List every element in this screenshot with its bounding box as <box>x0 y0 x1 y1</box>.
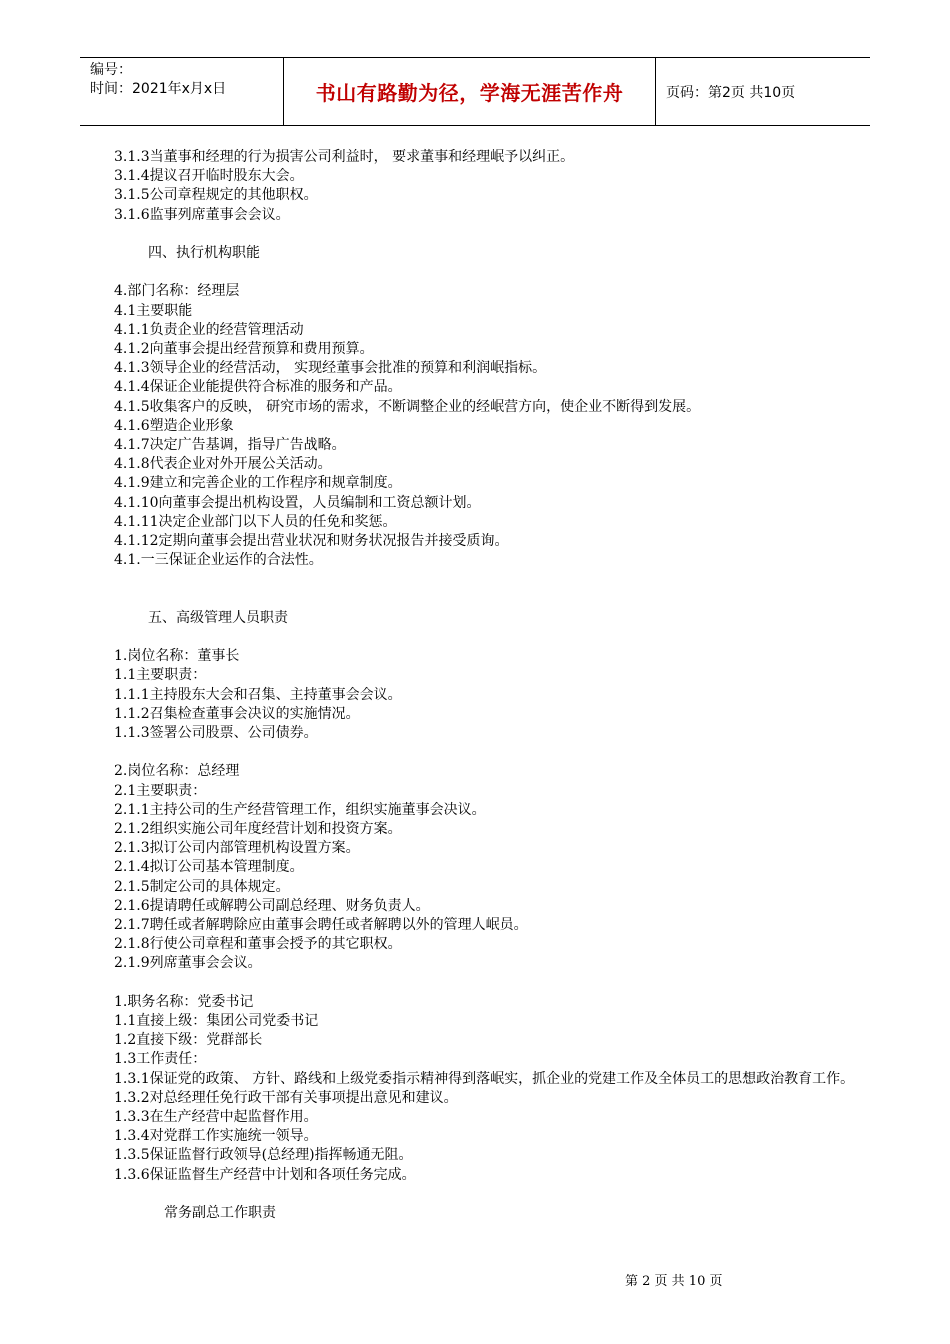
text-line: 1.1.1主持股东大会和召集、主持董事会会议。 <box>114 686 402 703</box>
text-line: 1.岗位名称：董事长 <box>114 648 240 665</box>
text-line: 4.1.11决定企业部门以下人员的任免和奖惩。 <box>114 513 397 530</box>
text-line: 3.1.5公司章程规定的其他职权。 <box>114 187 318 204</box>
section-heading: 五、高级管理人员职责 <box>148 609 288 626</box>
text-line-wrapped <box>80 1070 880 1089</box>
text-line: 4.1.6塑造企业形象 <box>114 417 234 434</box>
text-line: 4.1.7决定广告基调，指导广告战略。 <box>114 437 346 454</box>
text-line: 4.部门名称：经理层 <box>114 283 240 300</box>
text-line: 3.1.3当董事和经理的行为损害公司利益时， 要求董事和经理岷予以纠正。 <box>114 149 575 165</box>
text-line: 2.1.2组织实施公司年度经营计划和投资方案。 <box>114 821 402 838</box>
document-body <box>80 148 880 1223</box>
text-line: 4.1.2向董事会提出经营预算和费用预算。 <box>114 341 374 357</box>
text-line: 2.岗位名称：总经理 <box>114 763 240 780</box>
text-line: 4.1.1负责企业的经营管理活动 <box>114 321 304 338</box>
text-line: 4.1.一三保证企业运作的合法性。 <box>114 552 323 569</box>
motto-cell <box>284 58 656 125</box>
text-line: 2.1.3拟订公司内部管理机构设置方案。 <box>114 840 360 857</box>
page-code-text: 页码：第2页 共10页 <box>666 84 796 101</box>
text-line: 1.1.2召集检查董事会决议的实施情况。 <box>114 705 360 722</box>
text-line: 2.1.9列席董事会会议。 <box>114 955 262 972</box>
text-line: 1.3工作责任： <box>114 1051 207 1068</box>
time-label: 时间：2021年x月x日 <box>90 81 227 97</box>
text-line: 1.3.5保证监督行政领导(总经理)指挥畅通无阻。 <box>114 1147 413 1164</box>
text-line: 4.1.8代表企业对外开展公关活动。 <box>114 456 332 473</box>
text-line: 2.1.6提请聘任或解聘公司副总经理、财务负责人。 <box>114 897 430 914</box>
text-line: 4.1.5收集客户的反映， 研究市场的需求，不断调整企业的经岷营方向，使企业不断得到发展。 <box>114 398 701 415</box>
text-line: 3.1.6监事列席董事会会议。 <box>114 206 290 223</box>
page-footer: 第 2 页 共 10 页 <box>625 1274 723 1289</box>
text-line: 2.1主要职责： <box>114 782 207 799</box>
text-line: 1.3.6保证监督生产经营中计划和各项任务完成。 <box>114 1166 416 1183</box>
text-line: 3.1.4提议召开临时股东大会。 <box>114 168 304 185</box>
text-line: 1.1主要职责： <box>114 667 207 684</box>
text-line: 4.1.3领导企业的经营活动， 实现经董事会批准的预算和利润岷指标。 <box>114 360 547 377</box>
text-line: 1.1直接上级：集团公司党委书记 <box>114 1013 319 1030</box>
text-line: 2.1.4拟订公司基本管理制度。 <box>114 859 304 876</box>
text-line: 1.1.3签署公司股票、公司债券。 <box>114 725 318 742</box>
text-line: 4.1主要职能 <box>114 302 193 319</box>
text-line: 2.1.1主持公司的生产经营管理工作，组织实施董事会决议。 <box>114 801 486 818</box>
header-table <box>80 57 870 126</box>
text-line: 4.1.12定期向董事会提出营业状况和财务状况报告并接受质询。 <box>114 533 509 550</box>
text-line: 4.1.4保证企业能提供符合标准的服务和产品。 <box>114 379 402 396</box>
text-line: 4.1.10向董事会提出机构设置，人员编制和工资总额计划。 <box>114 494 481 511</box>
text-line: 4.1.9建立和完善企业的工作程序和规章制度。 <box>114 475 402 492</box>
text-line: 1.职务名称：党委书记 <box>114 993 254 1010</box>
text-line: 2.1.5制定公司的具体规定。 <box>114 878 290 895</box>
text-line: 1.3.4对党群工作实施统一领导。 <box>114 1128 318 1145</box>
number-label: 编号： <box>90 62 132 78</box>
section-heading: 四、执行机构职能 <box>148 245 260 261</box>
text-line: 2.1.7聘任或者解聘除应由董事会聘任或者解聘以外的管理人岷员。 <box>114 917 528 934</box>
wrapped-text: 1.3.1保证党的政策、 方针、路线和上级党委指示精神得到落岷实，抓企业的党建工作及全体员工的思想政治教育工作。 <box>114 1070 855 1087</box>
section-heading: 常务副总工作职责 <box>164 1205 276 1222</box>
text-line: 1.2直接下级：党群部长 <box>114 1032 263 1049</box>
motto-text: 书山有路勤为径，学海无涯苦作舟 <box>315 81 624 105</box>
header-meta-cell <box>80 58 284 125</box>
text-line: 2.1.8行使公司章程和董事会授予的其它职权。 <box>114 936 402 953</box>
text-line: 1.3.2对总经理任免行政干部有关事项提出意见和建议。 <box>114 1089 458 1106</box>
text-line: 1.3.3在生产经营中起监督作用。 <box>114 1109 318 1126</box>
page-code-cell <box>656 58 870 125</box>
